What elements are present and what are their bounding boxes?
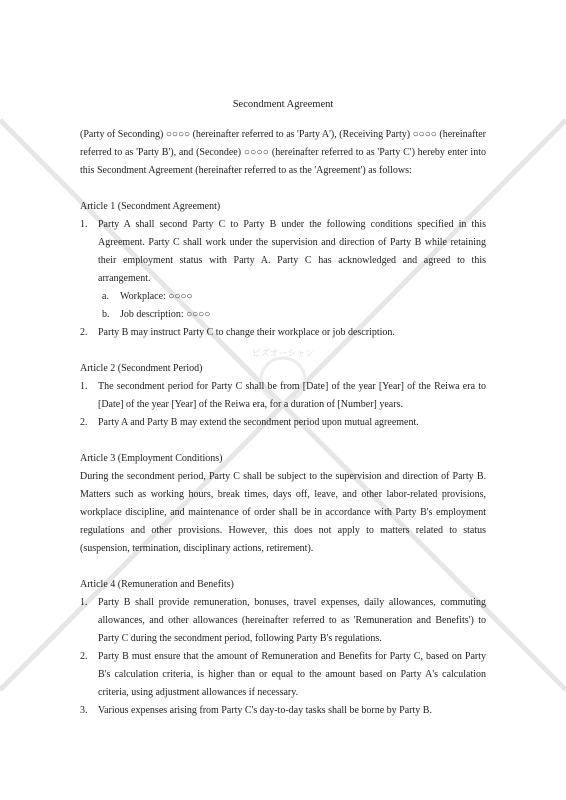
item-text: Various expenses arising from Party C's day-to-day tasks shall be borne by Party B. [98,705,432,716]
list-item [80,414,486,432]
item-number: 1. [80,381,88,392]
item-number: 1. [80,219,88,230]
article-1 [80,198,486,342]
article-3 [80,450,486,558]
item-number: 3. [80,705,88,716]
item-number: 2. [80,417,88,428]
item-text: Party A and Party B may extend the secondment period upon mutual agreement. [98,417,419,428]
list-item [80,378,486,414]
item-text: Party B may instruct Party C to change their workplace or job description. [98,327,395,338]
list-item [80,702,486,720]
article-2 [80,360,486,432]
sub-list-item [100,288,486,306]
sub-item-text: Workplace: ○○○○ [120,291,193,302]
list-item [80,324,486,342]
article-paragraph: During the secondment period, Party C shall be subject to the supervision and direction of Party B. Matters such as working hours, break times, days off, leave, and other labor-related provisions, workplace discipline, and maintenance of order shall be in accordance with Party B's employment regulations and other provisions. However, this does not apply to matters related to status (suspension, termination, disciplinary actions, retirement). [80,471,486,554]
document-body [80,96,486,720]
sub-item-letter: b. [102,309,110,320]
item-text: Party B shall provide remuneration, bonuses, travel expenses, daily allowances, commuting allowances, and other allowances (hereinafter referred to as 'Remuneration and Benefits') to Party C during the secondment period, following Party B's regulations. [98,597,486,644]
intro-paragraph: (Party of Seconding) ○○○○ (hereinafter referred to as 'Party A'), (Receiving Party) ○○○○ (hereinafter referred to as 'Party B'), and (Secondee) ○○○○ (hereinafter referred to as 'Party C') hereby enter into this Secondment Agreement (hereinafter referred to as the 'Agreement') as follows: [80,129,486,176]
list-item [80,594,486,648]
item-text: Party A shall second Party C to Party B under the following conditions specified in this Agreement. Party C shall work under the supervision and direction of Party B while retaining their employment status with Party A. Party C has acknowledged and agreed to this arrangement. [98,219,486,284]
article-items [80,216,486,342]
sub-item-text: Job description: ○○○○ [120,309,211,320]
list-item [80,216,486,324]
item-number: 2. [80,651,88,662]
item-text: Party B must ensure that the amount of Remuneration and Benefits for Party C, based on Party B's calculation criteria, is higher than or equal to the amount based on Party A's calculation criteria, using adjustment allowances if necessary. [98,651,486,698]
item-number: 2. [80,327,88,338]
item-number: 1. [80,597,88,608]
article-heading: Article 3 (Employment Conditions) [80,453,223,464]
article-items [80,378,486,432]
sub-list [98,288,486,324]
item-text: The secondment period for Party C shall be from [Date] of the year [Year] of the Reiwa era to [Date] of the year [Year] of the Reiwa era, for a duration of [Number] years. [98,381,486,410]
list-item [80,648,486,702]
article-4 [80,576,486,720]
sub-item-letter: a. [102,291,109,302]
document-title: Secondment Agreement [232,99,334,110]
article-heading: Article 1 (Secondment Agreement) [80,201,221,212]
sub-list-item [100,306,486,324]
article-heading: Article 4 (Remuneration and Benefits) [80,579,234,590]
article-items [80,594,486,720]
article-heading: Article 2 (Secondment Period) [80,363,203,374]
watermark-text: ビズオーシャン [251,349,315,359]
